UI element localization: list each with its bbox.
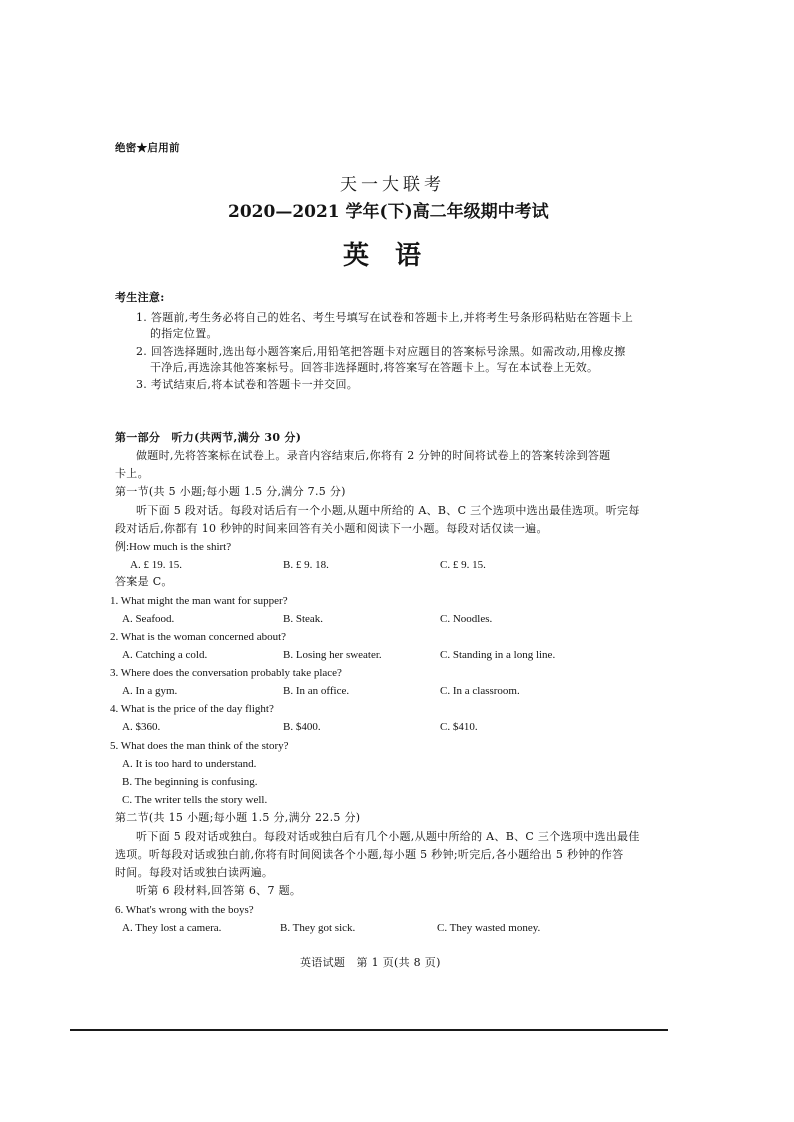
- question-stem: 4. What is the price of the day flight?: [110, 703, 274, 715]
- example-answer: 答案是 C。: [115, 575, 173, 588]
- confidential-label: 绝密★启用前: [115, 142, 180, 154]
- question-option-a: A. $360.: [122, 721, 161, 733]
- question-option-b: B. In an office.: [283, 685, 350, 697]
- question-option-b: B. Losing her sweater.: [283, 649, 382, 661]
- question-option-c: C. Standing in a long line.: [440, 649, 556, 661]
- notice-line: 的指定位置。: [150, 327, 218, 340]
- question-option-b: B. They got sick.: [280, 922, 356, 934]
- example-option-a: A. £ 19. 15.: [130, 559, 182, 571]
- question-option-c: C. In a classroom.: [440, 685, 520, 697]
- question-option-b: B. The beginning is confusing.: [122, 776, 258, 788]
- part1-title: 第一部分 听力(共两节,满分 30 分): [115, 431, 302, 444]
- page-divider-line: [70, 1029, 668, 1031]
- example-question: 例:How much is the shirt?: [115, 541, 232, 553]
- section2-intro-line: 时间。每段对话或独白读两遍。: [115, 866, 274, 879]
- question-option-a: A. Seafood.: [122, 613, 175, 625]
- question-option-c: C. $410.: [440, 721, 478, 733]
- exam-title: 2020—2021 学年(下)高二年级期中考试: [228, 202, 549, 222]
- question-option-a: A. Catching a cold.: [122, 649, 208, 661]
- example-option-b: B. £ 9. 18.: [283, 559, 329, 571]
- section2-title: 第二节(共 15 小题;每小题 1.5 分,满分 22.5 分): [115, 811, 361, 824]
- question-option-a: A. In a gym.: [122, 685, 178, 697]
- page-footer: 英语试题 第 1 页(共 8 页): [300, 956, 441, 969]
- notice-line: 2. 回答选择题时,选出每小题答案后,用铅笔把答题卡对应题目的答案标号涂黑。如需改动,用橡皮擦: [136, 345, 626, 358]
- question-option-c: C. The writer tells the story well.: [122, 794, 268, 806]
- question-option-b: B. Steak.: [283, 613, 324, 625]
- notice-line: 干净后,再选涂其他答案标号。回答非选择题时,将答案写在答题卡上。写在本试卷上无效。: [150, 361, 599, 374]
- subject-title: 英 语: [343, 241, 422, 271]
- question-option-b: B. $400.: [283, 721, 321, 733]
- section1-title: 第一节(共 5 小题;每小题 1.5 分,满分 7.5 分): [115, 485, 346, 498]
- section1-intro-line: 听下面 5 段对话。每段对话后有一个小题,从题中所给的 A、B、C 三个选项中选出最佳选项。听完每: [136, 504, 640, 517]
- question-option-a: A. They lost a camera.: [122, 922, 222, 934]
- question-stem: 3. Where does the conversation probably take place?: [110, 667, 342, 679]
- question-stem: 6. What's wrong with the boys?: [115, 904, 254, 916]
- question-stem: 2. What is the woman concerned about?: [110, 631, 287, 643]
- section2-instruction: 听第 6 段材料,回答第 6、7 题。: [136, 884, 302, 897]
- question-stem: 1. What might the man want for supper?: [110, 595, 288, 607]
- question-option-c: C. Noodles.: [440, 613, 493, 625]
- part1-intro-line: 卡上。: [115, 467, 149, 480]
- notice-line: 3. 考试结束后,将本试卷和答题卡一并交回。: [136, 378, 359, 391]
- question-option-c: C. They wasted money.: [437, 922, 541, 934]
- example-option-c: C. £ 9. 15.: [440, 559, 486, 571]
- question-stem: 5. What does the man think of the story?: [110, 740, 289, 752]
- notice-title: 考生注意:: [115, 291, 165, 304]
- part1-intro-line: 做题时,先将答案标在试卷上。录音内容结束后,你将有 2 分钟的时间将试卷上的答案转涂到答题: [136, 449, 611, 462]
- section2-intro-line: 选项。听每段对话或独白前,你将有时间阅读各个小题,每小题 5 秒钟;听完后,各小题给出 5 秒钟的作答: [115, 848, 624, 861]
- question-option-a: A. It is too hard to understand.: [122, 758, 257, 770]
- organizer-title: 天一大联考: [340, 175, 445, 195]
- section1-intro-line: 段对话后,你都有 10 秒钟的时间来回答有关小题和阅读下一小题。每段对话仅读一遍。: [115, 522, 548, 535]
- section2-intro-line: 听下面 5 段对话或独白。每段对话或独白后有几个小题,从题中所给的 A、B、C 三个选项中选出最佳: [136, 830, 640, 843]
- notice-line: 1. 答题前,考生务必将自己的姓名、考生号填写在试卷和答题卡上,并将考生号条形码粘贴在答题卡上: [136, 311, 634, 324]
